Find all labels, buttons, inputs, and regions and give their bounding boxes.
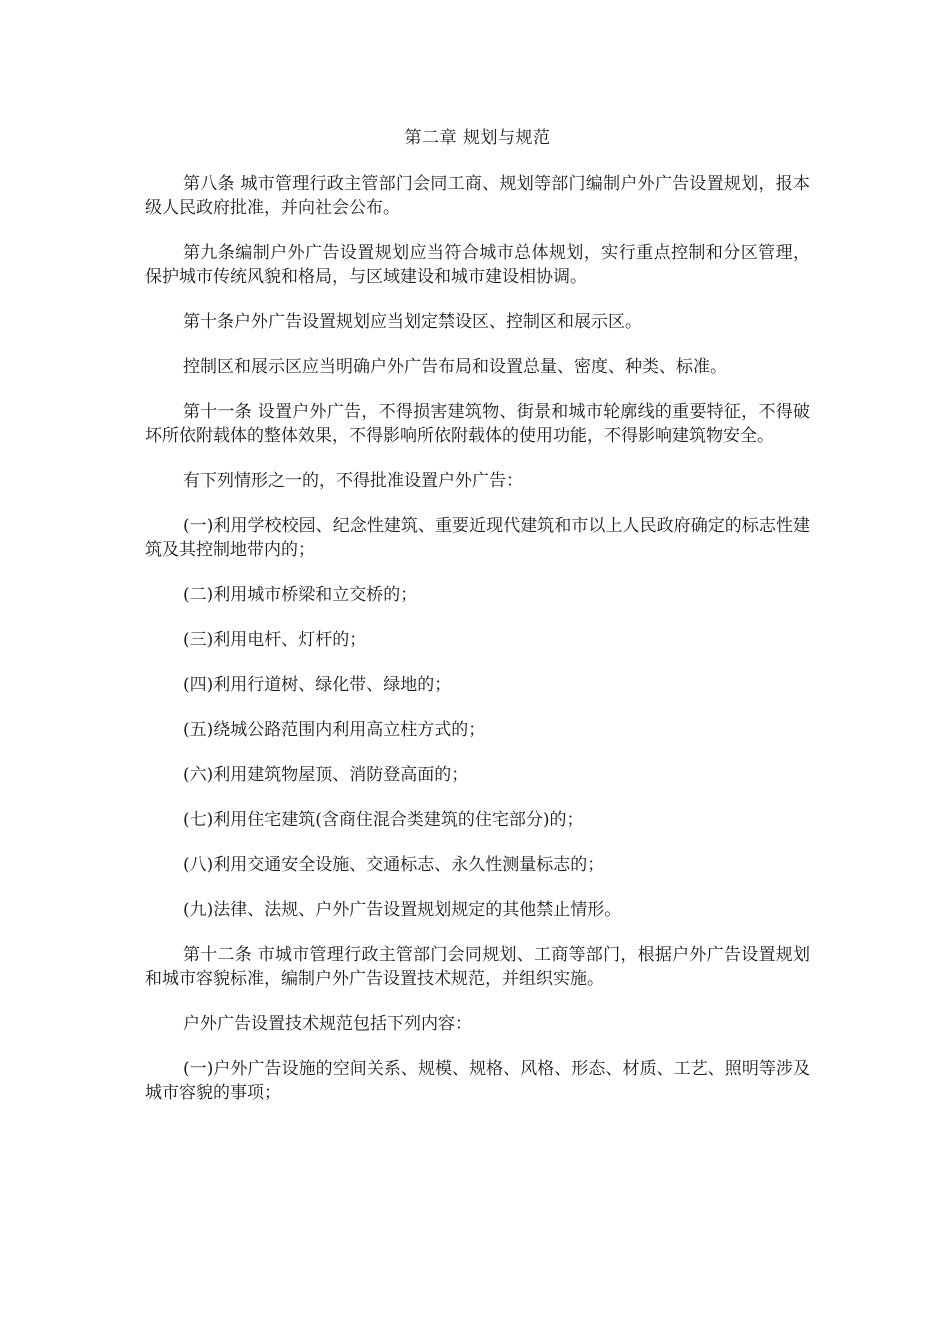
article-11-intro: 有下列情形之一的，不得批准设置户外广告： <box>183 471 523 491</box>
document-body <box>145 128 810 1126</box>
list-item-8: (八)利用交通安全设施、交通标志、永久性测量标志的； <box>183 855 605 875</box>
list-item-5: (五)绕城公路范围内利用高立柱方式的； <box>183 720 486 740</box>
list-item-9: (九)法律、法规、户外广告设置规划规定的其他禁止情形。 <box>183 900 622 920</box>
article-12: 第十二条 市城市管理行政主管部门会同规划、工商等部门，根据户外广告设置规划和城市容貌标准，编制户外广告设置技术规范，并组织实施。 <box>145 945 810 989</box>
article-11: 第十一条 设置户外广告，不得损害建筑物、街景和城市轮廓线的重要特征，不得破坏所依附载体的整体效果，不得影响所依附载体的使用功能，不得影响建筑物安全。 <box>145 402 810 446</box>
list-item-6: (六)利用建筑物屋顶、消防登高面的； <box>183 765 469 785</box>
list-item-4: (四)利用行道树、绿化带、绿地的； <box>183 675 452 695</box>
list-item-2: (二)利用城市桥梁和立交桥的； <box>183 585 418 605</box>
article-9: 第九条编制户外广告设置规划应当符合城市总体规划，实行重点控制和分区管理，保护城市传统风貌和格局，与区域建设和城市建设相协调。 <box>145 243 810 287</box>
list-item-3: (三)利用电杆、灯杆的； <box>183 630 367 650</box>
spec-item-1: (一)户外广告设施的空间关系、规模、规格、风格、形态、材质、工艺、照明等涉及城市容貌的事项； <box>145 1059 810 1103</box>
article-10: 第十条户外广告设置规划应当划定禁设区、控制区和展示区。 <box>183 312 642 332</box>
article-8: 第八条 城市管理行政主管部门会同工商、规划等部门编制户外广告设置规划，报本级人民政府批准，并向社会公布。 <box>145 174 810 218</box>
list-item-1: (一)利用学校校园、纪念性建筑、重要近现代建筑和市以上人民政府确定的标志性建筑及其控制地带内的； <box>145 516 810 560</box>
chapter-title: 第二章 规划与规范 <box>404 128 551 148</box>
article-10-clause: 控制区和展示区应当明确户外广告布局和设置总量、密度、种类、标准。 <box>183 357 727 377</box>
article-12-intro: 户外广告设置技术规范包括下列内容： <box>183 1014 472 1034</box>
list-item-7: (七)利用住宅建筑(含商住混合类建筑的住宅部分)的； <box>183 810 584 830</box>
